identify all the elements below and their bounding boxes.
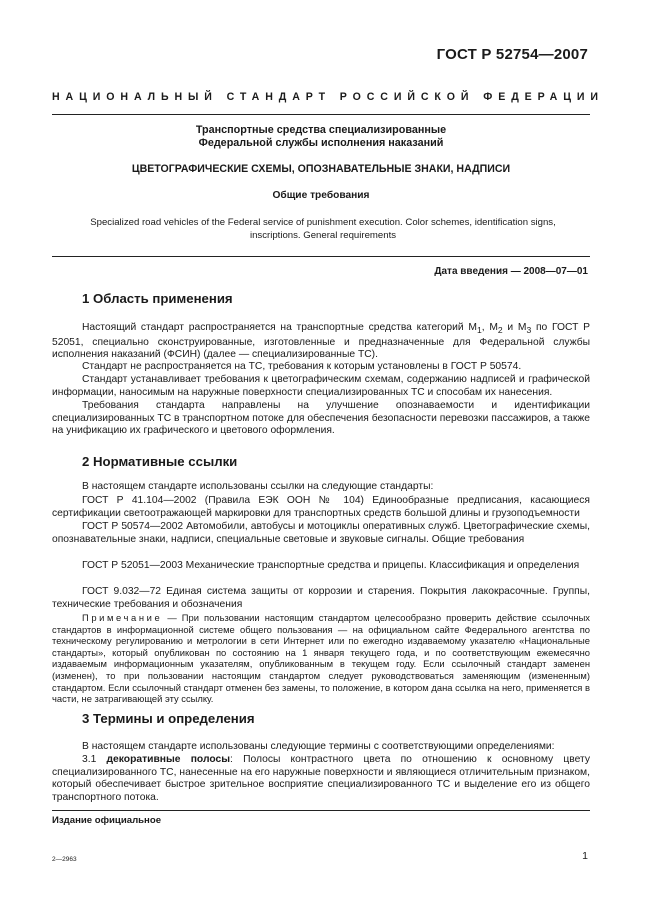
s2-ref1: ГОСТ Р 41.104—2002 (Правила ЕЭК ООН № 104) Единообразные предписания, касающиеся сертификации светоотражающей маркировки для транспортных средств большой длины и грузоподъемности [52, 495, 590, 519]
standard-type: НАЦИОНАЛЬНЫЙ СТАНДАРТ РОССИЙСКОЙ ФЕДЕРАЦИИ [52, 91, 604, 103]
s2-ref3: ГОСТ Р 52051—2003 Механические транспортные средства и прицепы. Классификация и определения [82, 560, 580, 571]
s1-p1-sub1: 1 [476, 325, 482, 336]
edition-label: Издание официальное [52, 815, 162, 826]
doc-title [52, 124, 590, 150]
s2-ref2: ГОСТ Р 50574—2002 Автомобили, автобусы и мотоциклы оперативных служб. Цветографические схемы, опознавательные знаки, надписи, специальные световые и звуковые сигналы. Общие требования [52, 521, 590, 545]
section-3-intro [52, 741, 590, 754]
section-2-ref-3 [52, 560, 590, 573]
english-title-line-2: inscriptions. General requirements [249, 230, 397, 241]
s1-p1-sub3: 3 [526, 325, 532, 336]
title-line-2: Федеральной службы исполнения наказаний [198, 137, 444, 149]
english-title [62, 216, 584, 242]
top-rule [52, 114, 590, 115]
s1-p1-a: Настоящий стандарт распространяется на транспортные средства категорий М [82, 322, 477, 333]
section-1-p3 [52, 374, 590, 399]
s1-p4: Требования стандарта направлены на улучшение опознаваемости и идентификации специализированных ТС в транспортном потоке для обеспечения безопасности перевозки пассажиров, а также на унификацию их графического и цветового оформления. [52, 400, 590, 437]
s1-p1-sub2: 2 [497, 325, 503, 336]
s1-p1-d: по ГОСТ Р 52051, специально сконструированные, изготовленные и предназначенные для Федеральной службы исполнения наказаний (ФСИН) (далее — специализированные ТС). [52, 322, 590, 361]
doc-number: ГОСТ Р 52754—2007 [436, 46, 588, 63]
section-1-p2 [52, 361, 590, 374]
intro-date: Дата введения — 2008—07—01 [434, 266, 588, 277]
note-text: — При пользовании настоящим стандартом целесообразно проверить действие ссылочных стандартов в информационной системе общего пользования — на официальном сайте Федерального агентства по техническому регулированию и метрологии в сети Интернет или по ежегодно издаваемому указателю «Национальные стандарты», который опубликован по состоянию на 1 января текущего года, и по соответствующим ежемесячно издаваемым информационным указателям, опубликованным в текущем году. Если ссылочный стандарт заменен (изменен), то при пользовании настоящим стандартом следует руководствоваться заменяющим (измененным) стандартом. Если ссылочный стандарт отменен без замены, то положение, в котором дана ссылка на него, применяется в части, не затрагивающей эту ссылку. [52, 612, 590, 705]
s1-p1-c: и М [502, 322, 527, 333]
s3-term-def: : Полосы контрастного цвета по отношению к основному цвету специализированного ТС, нанесенные на его наружные поверхности и являющиеся отличительным признаком, который обеспечивает быстрое зрительное восприятие специализированного ТС и выделение его из общего транспортного потока. [52, 754, 590, 803]
note-label: Примечание [82, 612, 163, 623]
page-number: 1 [582, 850, 588, 862]
s1-p3: Стандарт устанавливает требования к цветографическим схемам, содержанию надписей и графической информации, наносимым на наружные поверхности специализированных ТС и способам их нанесения. [52, 374, 590, 398]
s2-ref4: ГОСТ 9.032—72 Единая система защиты от коррозии и старения. Покрытия лакокрасочные. Группы, технические требования и обозначения [52, 586, 590, 610]
section-2-ref-4 [52, 586, 590, 611]
section-1-heading: 1 Область применения [82, 291, 233, 306]
s3-intro: В настоящем стандарте использованы следующие термины с соответствующими определениями: [82, 741, 555, 752]
main-title: ЦВЕТОГРАФИЧЕСКИЕ СХЕМЫ, ОПОЗНАВАТЕЛЬНЫЕ ЗНАКИ, НАДПИСИ [131, 163, 511, 175]
s2-intro: В настоящем стандарте использованы ссылки на следующие стандарты: [82, 481, 434, 492]
s1-p2: Стандарт не распространяется на ТС, требования к которым установлены в ГОСТ Р 50574. [82, 361, 522, 372]
section-3-term-3-1 [52, 754, 590, 804]
section-1-p4 [52, 400, 590, 438]
section-2-intro [52, 481, 590, 494]
section-3-heading: 3 Термины и определения [82, 711, 255, 726]
print-code: 2—2963 [52, 856, 77, 863]
section-1-p1 [52, 322, 590, 362]
sub-title: Общие требования [272, 190, 370, 201]
s1-p1-b: , М [481, 322, 498, 333]
title-line-1: Транспортные средства специализированные [195, 124, 447, 136]
s3-term: декоративные полосы [106, 754, 231, 765]
section-2-ref-1 [52, 495, 590, 520]
section-2-heading: 2 Нормативные ссылки [82, 454, 238, 469]
english-title-line-1: Specialized road vehicles of the Federal service of punishment execution. Color schemes, identification signs, [90, 217, 556, 228]
bottom-rule [52, 810, 590, 811]
section-2-ref-2 [52, 521, 590, 546]
s3-term-num: 3.1 [82, 754, 107, 765]
section-2-note [52, 612, 590, 705]
middle-rule [52, 256, 590, 257]
